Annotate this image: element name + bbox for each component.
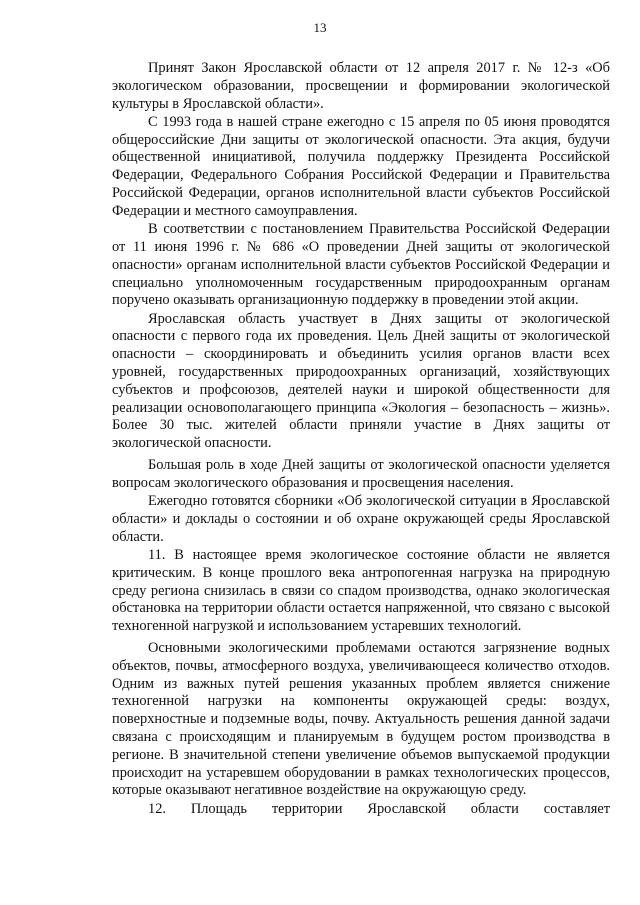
paragraph-law-adoption: Принят Закон Ярославской области от 12 апреля 2017 г. № 12-з «Об экологическом образовании, просвещении и формировании экологической культуры в Ярославской области». bbox=[112, 60, 610, 112]
paragraph-main-problems: Основными экологическими проблемами остаются загрязнение водных объектов, почвы, атмосферного воздуха, увеличивающееся количество отходов. Одним из важных путей решения указанных проблем является снижение техногенной нагрузки на компоненты окружающей среды: воздух, поверхностные и подземные воды, почву. Актуальность решения данной задачи связана с происходящим и планируемым в будущем ростом производства в регионе. В значительной степени увеличение объемов выпускаемой продукции происходит на устаревшем оборудовании в рамках технологических процессов, которые оказывают негативное воздействие на окружающую среду. bbox=[112, 640, 610, 799]
page-number: 13 bbox=[313, 20, 327, 35]
paragraph-protection-days: С 1993 года в нашей стране ежегодно с 15 апреля по 05 июня проводятся общероссийские Дни защиты от экологической опасности. Эта акция, будучи общественной инициативой, получила поддержку Президента Российской Федерации, Федерального Собрания Российской Федерации и Правительства Российской Федерации, органов исполнительной власти субъектов Российской Федерации и местного самоуправления. bbox=[112, 113, 610, 219]
paragraph-yaroslavl-participation: Ярославская область участвует в Днях защиты от экологической опасности с первого года их проведения. Цель Дней защиты от экологической опасности – скоординировать и объединить усилия органов власти всех уровней, государственных природоохранных организаций, хозяйствующих субъектов и профсоюзов, деятелей науки и широкой общественности для реализации основополагающего принципа «Экология – безопасность – жизнь». Более 30 тыс. жителей области приняли участие в Днях защиты от экологической опасности. bbox=[112, 310, 610, 452]
paragraph-annual-reports: Ежегодно готовятся сборники «Об экологической ситуации в Ярославской области» и доклады о состоянии и об охране окружающей среды Ярославской области. bbox=[112, 493, 610, 545]
paragraph-government-resolution: В соответствии с постановлением Правительства Российской Федерации от 11 июня 1996 г. № 686 «О проведении Дней защиты от экологической опасности» органам исполнительной власти субъектов Российской Федерации и специально уполномоченным государственным природоохранным органам поручено оказывать организационную поддержку в проведении этой акции. bbox=[112, 221, 610, 309]
paragraph-education-role: Большая роль в ходе Дней защиты от экологической опасности уделяется вопросам экологического образования и просвещения населения. bbox=[112, 457, 610, 491]
paragraph-item-11: 11. В настоящее время экологическое состояние области не является критическим. В конце прошлого века антропогенная нагрузка на природную среду региона снизилась в связи со спадом производства, однако экологическая обстановка на территории области остается напряженной, что связано с высокой техногенной нагрузкой и использованием устаревших технологий. bbox=[112, 547, 610, 635]
paragraph-item-12: 12. Площадь территории Ярославской области составляет bbox=[148, 800, 610, 817]
document-body bbox=[112, 60, 610, 818]
